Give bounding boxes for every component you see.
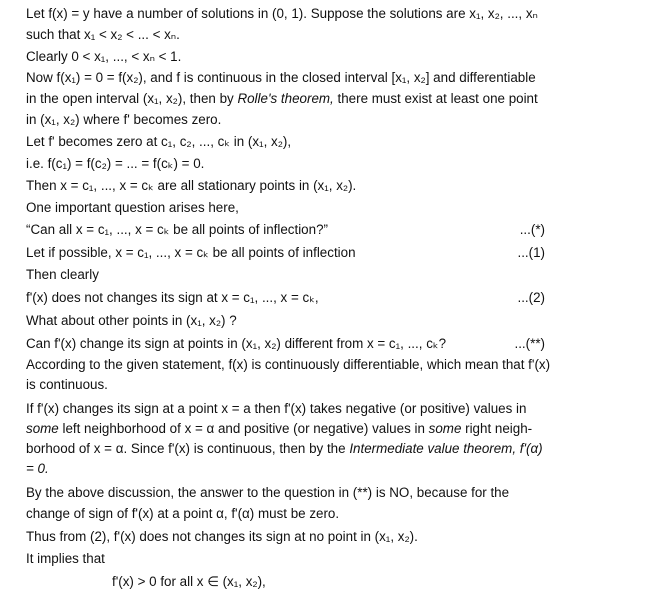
equation-tag: ...(*): [519, 222, 545, 237]
text-line: such that x₁ < x₂ < ... < xₙ.: [26, 27, 180, 42]
statement-line: f'(x) does not changes its sign at x = c₁, ..., x = cₖ, ...(2): [26, 290, 545, 305]
text-line: Let f' becomes zero at c₁, c₂, ..., cₖ in (x₁, x₂),: [26, 134, 292, 149]
text-line: Then clearly: [26, 267, 99, 282]
conclusion-line: f'(x) > 0 for all x ∈ (x₁, x₂),: [112, 574, 266, 589]
assumption-line: Let if possible, x = c₁, ..., x = cₖ be all points of inflection ...(1): [26, 245, 545, 260]
text-line: borhood of x = α. Since f'(x) is continuous, then by the Intermediate value theorem, f'(α): [26, 441, 543, 456]
text-line: Then x = c₁, ..., x = cₖ are all stationary points in (x₁, x₂).: [26, 178, 357, 193]
text-line: some left neighborhood of x = α and positive (or negative) values in some right neigh-: [26, 421, 533, 436]
rolles-theorem-term: Rolle's theorem,: [237, 91, 334, 106]
ivt-term: Intermediate value theorem, f'(α): [349, 441, 543, 456]
text-line: What about other points in (x₁, x₂) ?: [26, 313, 237, 328]
text-line: It implies that: [26, 551, 105, 566]
text-line: Clearly 0 < x₁, ..., < xₙ < 1.: [26, 49, 182, 64]
text-line: By the above discussion, the answer to the question in (**) is NO, because for the: [26, 485, 510, 500]
equation-tag: ...(2): [517, 290, 545, 305]
equation-tag: ...(1): [517, 245, 545, 260]
text-line: Thus from (2), f'(x) does not changes its sign at no point in (x₁, x₂).: [26, 529, 418, 544]
text-line: If f'(x) changes its sign at a point x = a then f'(x) takes negative (or positive) values in: [26, 401, 527, 416]
question-line: Can f'(x) change its sign at points in (x₁, x₂) different from x = c₁, ..., cₖ? ...(**): [26, 336, 545, 351]
text-line: Let f(x) = y have a number of solutions in (0, 1). Suppose the solutions are x₁, x₂, ..., xₙ: [26, 6, 538, 21]
question-line: “Can all x = c₁, ..., x = cₖ be all points of inflection?” ...(*): [26, 222, 545, 237]
text-line: One important question arises here,: [26, 200, 239, 215]
text-line: According to the given statement, f(x) is continuously differentiable, which mean that f'(x): [26, 357, 551, 372]
text-line: in (x₁, x₂) where f' becomes zero.: [26, 112, 222, 127]
text-line: is continuous.: [26, 377, 108, 392]
text-line: Now f(x₁) = 0 = f(x₂), and f is continuous in the closed interval [x₁, x₂] and differentiable: [26, 70, 536, 85]
equation-tag: ...(**): [514, 336, 545, 351]
text-line: = 0.: [26, 461, 49, 476]
text-line: in the open interval (x₁, x₂), then by Rolle's theorem, there must exist at least one point: [26, 91, 538, 106]
text-line: change of sign of f'(x) at a point α, f'(α) must be zero.: [26, 506, 340, 521]
text-line: i.e. f(c₁) = f(c₂) = ... = f(cₖ) = 0.: [26, 156, 205, 171]
